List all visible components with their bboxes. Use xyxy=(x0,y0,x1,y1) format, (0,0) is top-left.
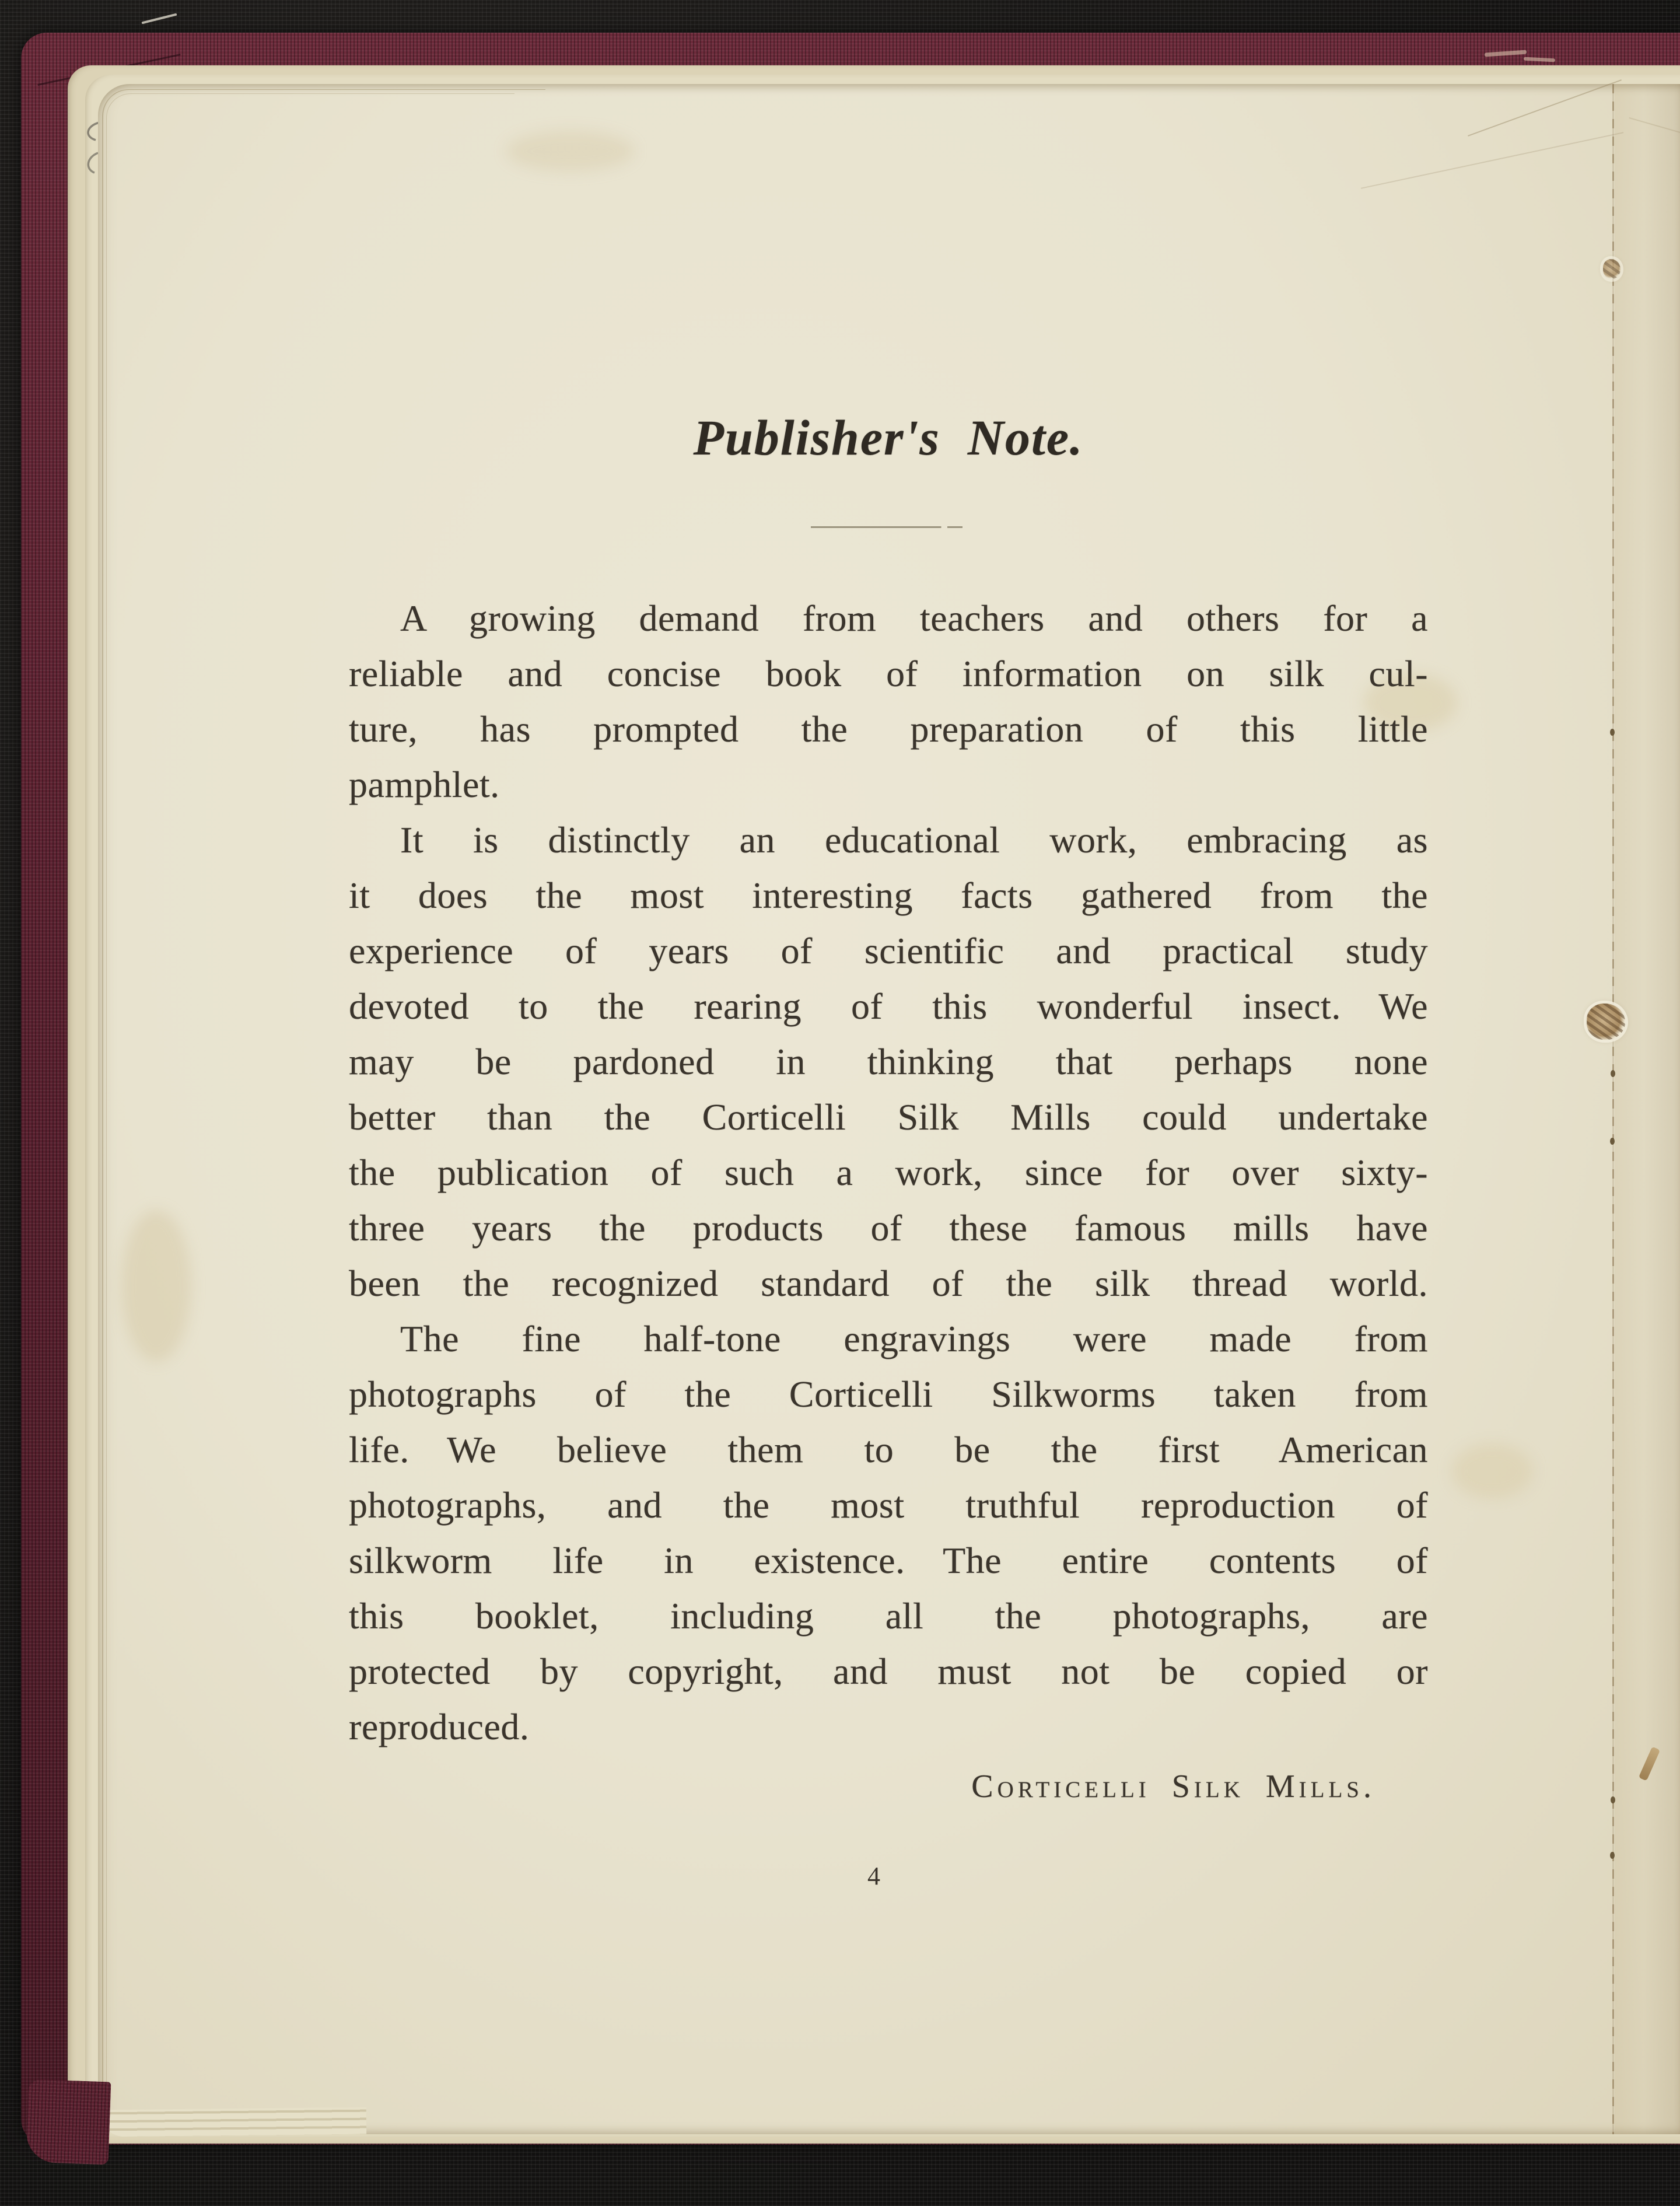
text-line: three years the products of these famous mills have xyxy=(349,1207,1428,1249)
page-stack-bottom-edges xyxy=(103,2107,366,2137)
gutter-shading xyxy=(1615,84,1680,2134)
corner-crease xyxy=(1468,79,1622,137)
text-line: reliable and concise book of information on silk cul- xyxy=(349,653,1428,694)
text-line: The fine half-tone engravings were made from xyxy=(400,1318,1428,1359)
text-line: silkworm life in existence. The entire contents of xyxy=(349,1540,1428,1581)
text-line: been the recognized standard of the silk thread world. xyxy=(349,1263,1428,1304)
text-line: ture, has prompted the preparation of this little xyxy=(349,708,1428,750)
text-line: this booklet, including all the photographs, are xyxy=(349,1595,1428,1637)
seam-stitch-dot xyxy=(1611,1070,1615,1077)
binding-seam xyxy=(1612,84,1614,2134)
text-line: it does the most interesting facts gathered from the xyxy=(349,875,1428,916)
text-line: experience of years of scientific and practical study xyxy=(349,930,1428,971)
book-page xyxy=(98,84,1680,2134)
loose-fiber xyxy=(141,13,177,25)
text-line: It is distinctly an educational work, embracing as xyxy=(400,819,1428,861)
text-line: pamphlet. xyxy=(349,764,500,805)
signature: Corticelli Silk Mills. xyxy=(971,1768,1376,1805)
seam-stitch-dot xyxy=(1611,1796,1615,1803)
text-line: protected by copyright, and must not be copied or xyxy=(349,1651,1428,1692)
paper-stain xyxy=(121,1210,191,1362)
text-line: may be pardoned in thinking that perhaps none xyxy=(349,1041,1428,1082)
text-line: life. We believe them to be the first American xyxy=(349,1429,1428,1470)
text-line: devoted to the rearing of this wonderful insect. We xyxy=(349,985,1428,1027)
page-title: Publisher's Note. xyxy=(693,410,1084,466)
page-number: 4 xyxy=(867,1862,880,1890)
corner-crease xyxy=(1361,132,1623,189)
text-line: the publication of such a work, since for over sixty- xyxy=(349,1152,1428,1193)
seam-stitch-dot xyxy=(1610,1138,1615,1145)
text-line: photographs of the Corticelli Silkworms taken from xyxy=(349,1373,1428,1415)
binding-thread-hole xyxy=(1587,1004,1625,1040)
seam-stitch-dot xyxy=(1610,729,1615,736)
text-line: reproduced. xyxy=(349,1706,530,1747)
text-line: better than the Corticelli Silk Mills could undertake xyxy=(349,1096,1428,1138)
binding-thread-hole-small xyxy=(1603,259,1620,279)
text-line: A growing demand from teachers and others for a xyxy=(400,597,1428,639)
body-text xyxy=(349,590,1428,1754)
paper-stain xyxy=(1451,1443,1533,1499)
divider-rule xyxy=(811,526,963,528)
text-line: photographs, and the most truthful reproduction of xyxy=(349,1484,1428,1526)
seam-stitch-dot xyxy=(1610,1852,1615,1859)
book-cover-corner xyxy=(26,2079,111,2165)
paper-stain xyxy=(506,131,635,172)
